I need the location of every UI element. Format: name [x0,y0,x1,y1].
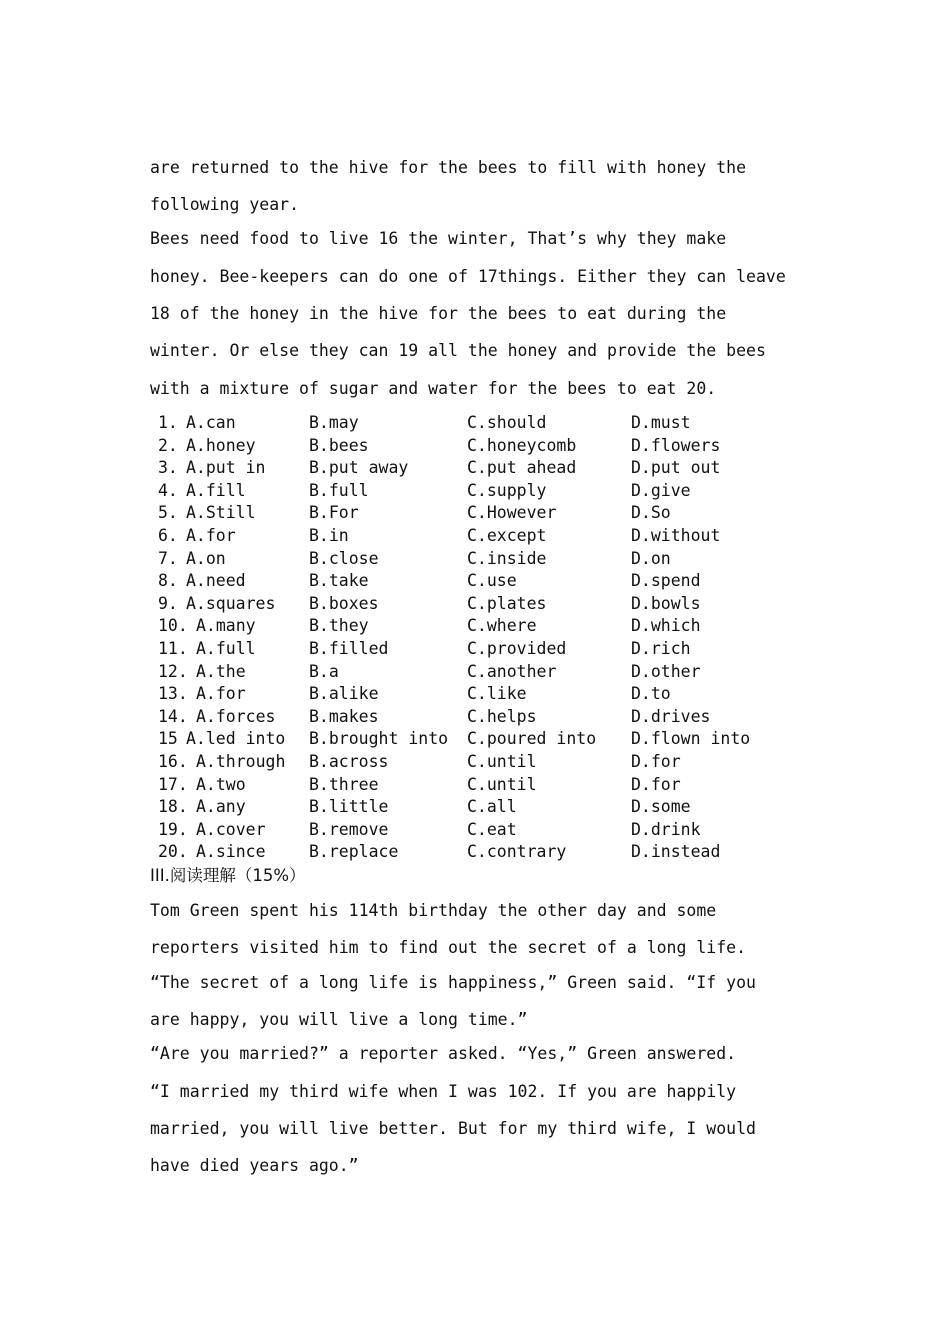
option-a: A.since [196,842,266,862]
tom-passage-line-2: reporters visited him to find out the secret of a long life. [150,938,747,957]
option-a: A.the [196,661,246,681]
option-d: D.spend [631,571,701,591]
option-c: C.like [467,684,527,704]
question-number: 3. [158,458,178,478]
option-a: A.on [186,548,226,568]
bee-passage-line-3: Bees need food to live 16 the winter, That’s why they make [150,229,727,248]
option-d: D.flowers [631,435,721,455]
option-c: C.until [467,774,537,794]
option-d: D.on [631,548,671,568]
question-number: 15 [158,729,178,749]
question-number: 6. [158,525,178,545]
option-b: B.bees [309,435,369,455]
question-number: 11. [158,638,188,658]
question-number: 5. [158,503,178,523]
bee-passage-line-6: winter. Or else they can 19 all the honey and provide the bees [150,341,766,360]
option-b: B.filled [309,638,389,658]
option-row-12 [150,661,870,684]
question-number: 8. [158,571,178,591]
option-a: A.can [186,413,236,432]
option-b: B.take [309,571,369,591]
option-c: C.should [467,413,547,432]
option-a: A.led into [186,729,286,749]
option-c: C.another [467,661,557,681]
option-b: B.remove [309,819,389,839]
question-number: 2. [158,435,178,455]
tom-passage-line-3: “The secret of a long life is happiness,” Green said. “If you [150,973,756,992]
question-number: 17. [158,774,188,794]
option-a: A.put in [186,458,266,478]
option-row-2 [150,435,870,458]
option-d: D.which [631,616,701,636]
bee-passage-line-2: following year. [150,195,300,214]
tom-passage-line-6: “I married my third wife when I was 102. If you are happily [150,1082,737,1101]
section-title-reading: III.阅读理解（15%） [150,866,306,885]
option-a: A.any [196,797,246,817]
option-b: B.boxes [309,593,379,613]
option-d: D.other [631,661,701,681]
option-c: C.However [467,503,557,523]
option-c: C.plates [467,593,547,613]
option-d: D.instead [631,842,721,862]
option-d: D.some [631,797,691,817]
option-row-18 [150,796,870,819]
option-b: B.full [309,480,369,500]
bee-passage-line-5: 18 of the honey in the hive for the bees to eat during the [150,304,727,323]
option-a: A.cover [196,819,266,839]
option-b: B.may [309,413,359,432]
option-d: D.without [631,525,721,545]
option-row-3 [150,457,870,480]
option-b: B.three [309,774,379,794]
question-number: 16. [158,751,188,771]
option-c: C.put ahead [467,458,577,478]
option-d: D.flown into [631,729,751,749]
question-number: 10. [158,616,188,636]
question-number: 19. [158,819,188,839]
option-b: B.put away [309,458,409,478]
option-c: C.where [467,616,537,636]
question-number: 4. [158,480,178,500]
option-a: A.for [196,684,246,704]
option-b: B.makes [309,706,379,726]
option-row-13 [150,683,870,706]
question-number: 1. [158,413,178,432]
option-a: A.need [186,571,246,591]
option-d: D.So [631,503,671,523]
option-b: B.brought into [309,729,449,749]
option-c: C.all [467,797,517,817]
option-b: B.in [309,525,349,545]
option-c: C.helps [467,706,537,726]
option-d: D.rich [631,638,691,658]
option-row-10 [150,615,870,638]
option-c: C.except [467,525,547,545]
question-number: 7. [158,548,178,568]
option-row-15 [150,728,870,751]
tom-passage-line-1: Tom Green spent his 114th birthday the other day and some [150,901,717,920]
option-d: D.drink [631,819,701,839]
option-d: D.give [631,480,691,500]
option-a: A.full [196,638,256,658]
question-number: 9. [158,593,178,613]
option-row-16 [150,751,870,774]
option-row-19 [150,819,870,842]
option-c: C.until [467,751,537,771]
option-c: C.honeycomb [467,435,577,455]
tom-passage-line-5: “Are you married?” a reporter asked. “Yes,” Green answered. [150,1044,737,1063]
option-a: A.honey [186,435,256,455]
option-a: A.two [196,774,246,794]
option-a: A.for [186,525,236,545]
option-b: B.little [309,797,389,817]
option-row-1 [150,412,870,435]
option-d: D.to [631,684,671,704]
option-d: D.drives [631,706,711,726]
option-b: B.alike [309,684,379,704]
option-d: D.for [631,774,681,794]
option-row-14 [150,706,870,729]
option-a: A.through [196,751,286,771]
option-a: A.squares [186,593,276,613]
question-number: 14. [158,706,188,726]
option-row-6 [150,525,870,548]
answer-options-table [150,412,870,864]
bee-passage-line-7: with a mixture of sugar and water for the bees to eat 20. [150,379,717,398]
option-c: C.supply [467,480,547,500]
option-c: C.inside [467,548,547,568]
option-a: A.Still [186,503,256,523]
option-row-8 [150,570,870,593]
option-b: B.replace [309,842,399,862]
option-d: D.for [631,751,681,771]
option-c: C.contrary [467,842,567,862]
tom-passage-line-4: are happy, you will live a long time.” [150,1010,528,1029]
option-c: C.use [467,571,517,591]
tom-passage-line-7: married, you will live better. But for my third wife, I would [150,1119,756,1138]
option-b: B.they [309,616,369,636]
option-d: D.bowls [631,593,701,613]
option-row-11 [150,638,870,661]
option-b: B.across [309,751,389,771]
option-a: A.fill [186,480,246,500]
option-row-9 [150,593,870,616]
option-row-4 [150,480,870,503]
question-number: 18. [158,797,188,817]
option-c: C.poured into [467,729,597,749]
option-b: B.a [309,661,339,681]
option-a: A.forces [196,706,276,726]
option-d: D.put out [631,458,721,478]
option-row-17 [150,774,870,797]
option-b: B.For [309,503,359,523]
bee-passage-line-4: honey. Bee-keepers can do one of 17things. Either they can leave [150,267,786,286]
tom-passage-line-8: have died years ago.” [150,1156,359,1175]
bee-passage-line-1: are returned to the hive for the bees to fill with honey the [150,158,747,177]
question-number: 12. [158,661,188,681]
option-b: B.close [309,548,379,568]
option-a: A.many [196,616,256,636]
option-row-20 [150,841,870,864]
question-number: 13. [158,684,188,704]
question-number: 20. [158,842,188,862]
option-row-7 [150,548,870,571]
option-d: D.must [631,413,691,432]
option-row-5 [150,502,870,525]
option-c: C.eat [467,819,517,839]
option-c: C.provided [467,638,567,658]
